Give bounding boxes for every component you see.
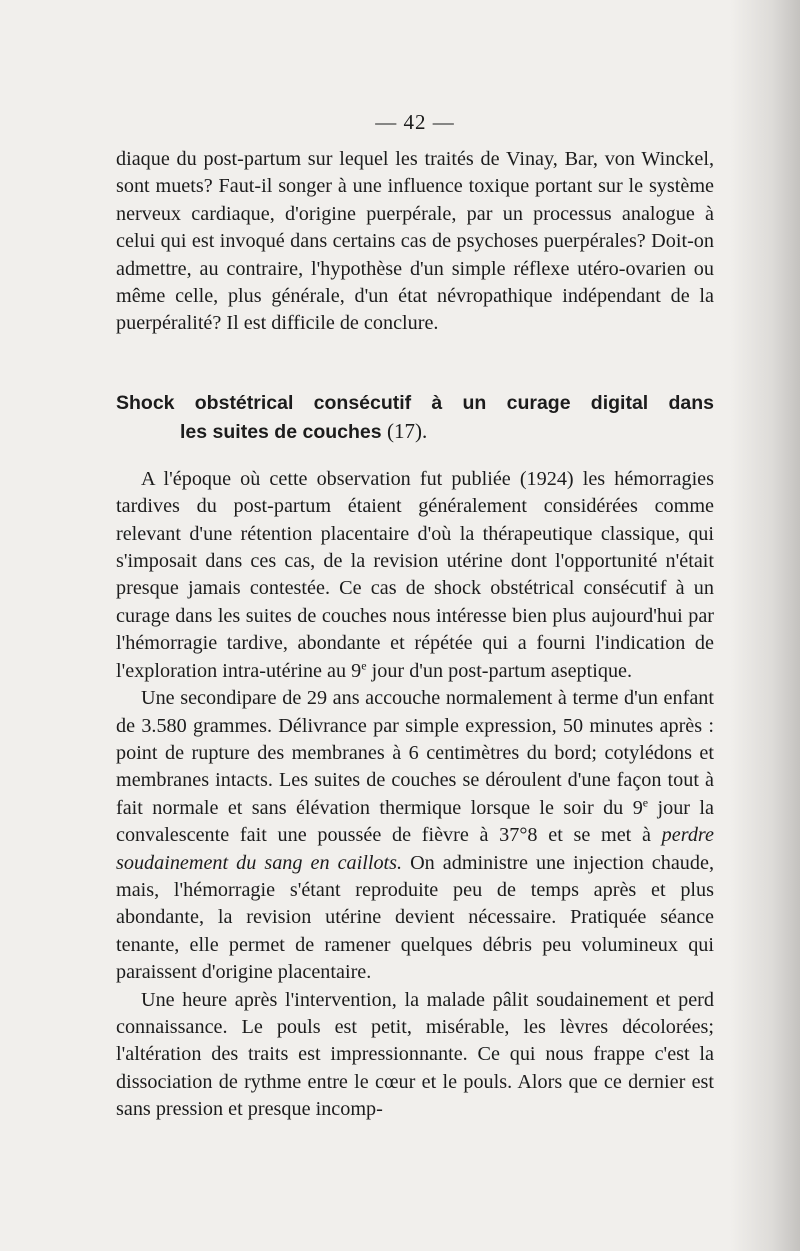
- intro-text-end: jour d'un post-partum aseptique.: [366, 659, 633, 682]
- paragraph-case-description: [116, 685, 714, 986]
- section-heading: [116, 389, 714, 446]
- reference-number: (17).: [387, 418, 428, 443]
- case-italic-text: perdre soudainement du sang en caillots.: [116, 824, 714, 874]
- intro-day: 9: [351, 659, 362, 682]
- case-text-a: Une secondipare de 29 ans accouche normalement à terme d'un enfant de 3.580 grammes. Délivrance par simple expression, 50 minutes après : point de rupture des membranes à 6 centimètres du bord; cotylédons et membranes intacts. Les suites de couches se déroulent d'une façon tout à fait normale et sans élévation thermique lorsque le soir du: [116, 687, 714, 819]
- case-day-superscript: e: [642, 794, 649, 809]
- page-number: — 42 —: [375, 110, 455, 134]
- paragraph-introduction: [116, 466, 714, 685]
- paragraph-shock-description: Une heure après l'intervention, la malade pâlit soudainement et perd connaissance. Le pouls est petit, misérable, les lèvres décolorées; l'altération des traits est impressionnante. Ce qui nous frappe c'est la dissociation de rythme entre le cœur et le pouls. Alors que ce dernier est sans pression et presque incomp-: [116, 988, 714, 1121]
- intro-text: A l'époque où cette observation fut publiée (1924) les hémorragies tardives du post-partum étaient généralement considérées comme relevant d'une rétention placentaire d'où la thérapeutique classique, qui s'imposait dans ces cas, de la revision utérine dont l'opportunité n'était presque jamais contestée. Ce cas de shock obstétrical consécutif à un curage dans les suites de couches nous intéresse bien plus aujourd'hui par l'hémorragie tardive, abondante et répétée qui a fourni l'indication de l'exploration intra-utérine au: [116, 467, 714, 682]
- case-text-c: On administre une injection chaude, mais, l'hémorragie s'étant reproduite peu de temps après et plus abondante, la revision utérine devient nécessaire. Pratiquée séance tenante, elle permet de ramener quelques débris peu volumineux qui paraissent d'origine placentaire.: [116, 851, 715, 984]
- section-heading-text: les suites de couches: [180, 420, 382, 443]
- intro-day-superscript: e: [361, 657, 367, 672]
- section-heading-line-1: Shock obstétrical consécutif à un curage digital dans: [116, 391, 714, 414]
- section-heading-line-2: [116, 417, 714, 446]
- book-page: [116, 108, 714, 1124]
- case-text-b: jour la convalescente fait une poussée de fièvre à 37°8 et se met à: [116, 796, 714, 847]
- page-edge-shadow: [730, 0, 800, 1251]
- paragraph-continuation: diaque du post-partum sur lequel les traités de Vinay, Bar, von Winckel, sont muets? Faut-il songer à une influence toxique portant sur le système nerveux cardiaque, d'origine puerpérale, par un processus analogue à celui qui est invoqué dans certains cas de psychoses puerpérales? Doit-on admettre, au contraire, l'hypothèse d'un simple réflexe utéro-ovarien ou même celle, plus générale, d'un état névropathique indépendant de la puerpéralité? Il est difficile de conclure.: [116, 148, 714, 335]
- case-day: 9: [632, 796, 643, 819]
